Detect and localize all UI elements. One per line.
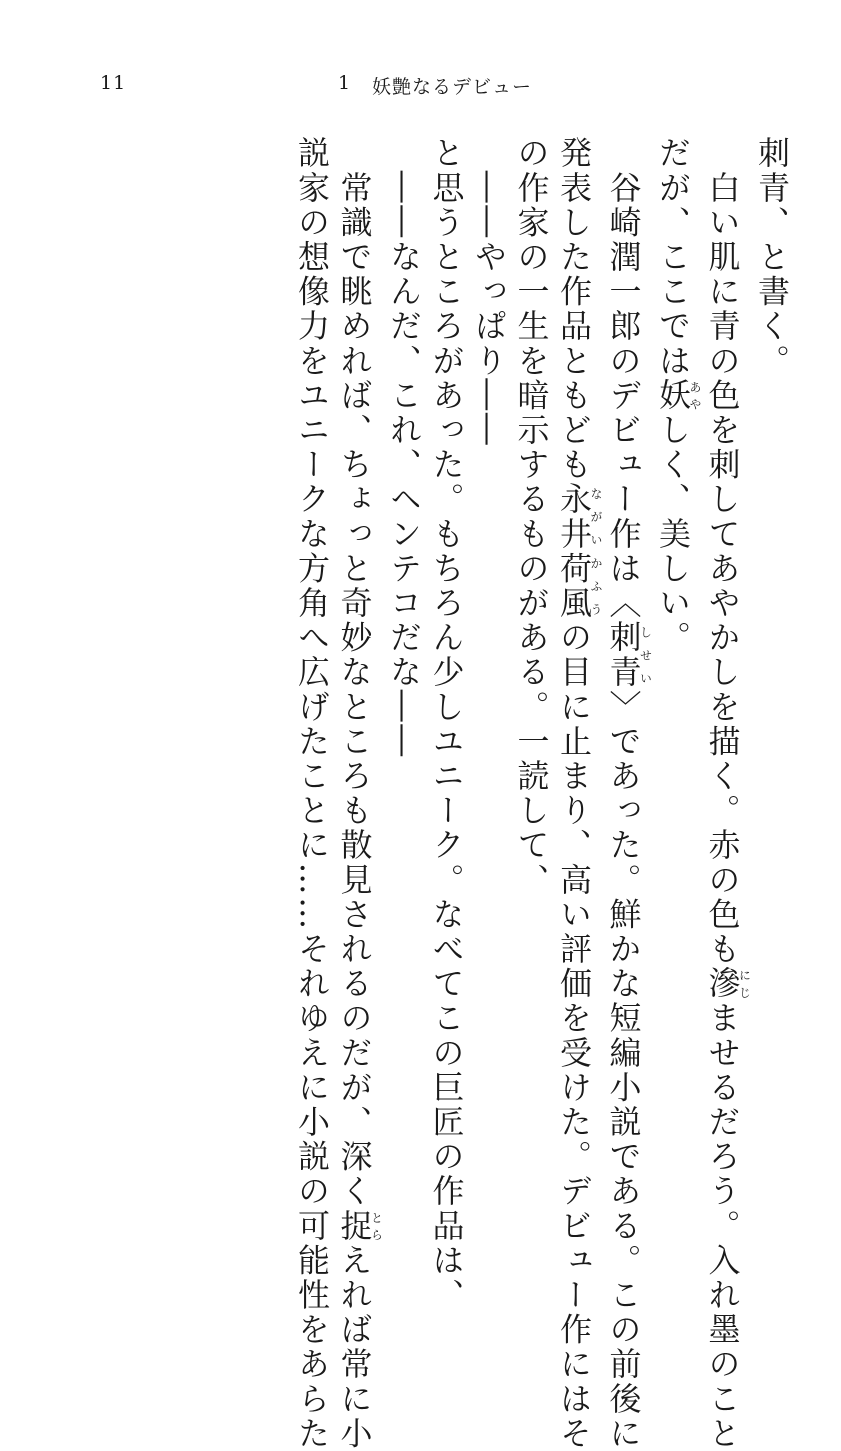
text-line (291, 136, 334, 1451)
ruby-reading: あや (688, 378, 702, 413)
ruby-base: 滲 (703, 966, 742, 1002)
ruby-base: 永井荷風 (555, 482, 593, 621)
ruby-annotation (555, 482, 603, 621)
text-segment: しく、美しい。 (654, 412, 692, 656)
body-text (73, 136, 793, 1451)
text-line (602, 136, 653, 1451)
page-number: 11 (100, 72, 127, 94)
text-segment: 説家の想像力をユニークな方角へ広げたことに……それゆえに小説の可能性をあらた (293, 136, 331, 1451)
ruby-annotation (604, 620, 653, 690)
text-segment: 刺青、と書く。 (753, 136, 791, 379)
ruby-reading: とら (369, 1208, 384, 1244)
text-segment: えれば常に小 (335, 1243, 374, 1451)
ruby-base: 妖 (654, 378, 692, 413)
text-line (333, 136, 384, 1451)
text-line (383, 136, 426, 1156)
text-segment: ――なんだ、これ、ヘンテコだな―― (385, 136, 423, 759)
ruby-reading: しせい (638, 620, 653, 690)
ruby-annotation (654, 378, 702, 413)
ruby-base: 刺青 (604, 620, 643, 690)
text-segment: 谷崎潤一郎のデビュー作は〈 (604, 136, 643, 621)
text-segment: ――やっぱり―― (470, 136, 508, 448)
text-segment: の作家の一生を暗示するものがある。一読して、 (512, 136, 551, 898)
ruby-annotation (335, 1208, 384, 1244)
text-line (751, 136, 794, 1156)
text-line (510, 136, 553, 1156)
text-segment: ませるだろう。入れ墨のこと (703, 1001, 742, 1451)
text-line (701, 136, 752, 1451)
ruby-reading: にじ (737, 966, 752, 1001)
text-line (652, 136, 702, 1156)
text-segment: 白い肌に青の色を刺してあやかしを描く。赤の色も (703, 136, 742, 967)
text-line (425, 136, 468, 1313)
ruby-reading: ながいかふう (589, 482, 603, 621)
ruby-base: 捉 (335, 1208, 374, 1244)
ruby-annotation (703, 966, 752, 1002)
text-segment: と思うところがあった。もちろん少しユニーク。なべてこの巨匠の作品は、 (427, 136, 466, 1313)
text-line (468, 136, 511, 1156)
chapter-title: 妖艶なるデビュー (372, 76, 533, 98)
text-segment: 常識で眺めれば、ちょっと奇妙なところも散見されるのだが、深く (335, 136, 374, 1209)
text-segment: だが、ここでは (654, 136, 692, 379)
text-segment: の目に止まり、高い評価を受けた。デビュー作にはそ (555, 620, 593, 1451)
text-segment: 〉であった。鮮かな短編小説である。この前後に (604, 689, 643, 1451)
text-line (553, 136, 603, 1451)
text-segment: 発表した作品ともども (555, 136, 593, 482)
chapter-number: 1 (338, 72, 352, 94)
